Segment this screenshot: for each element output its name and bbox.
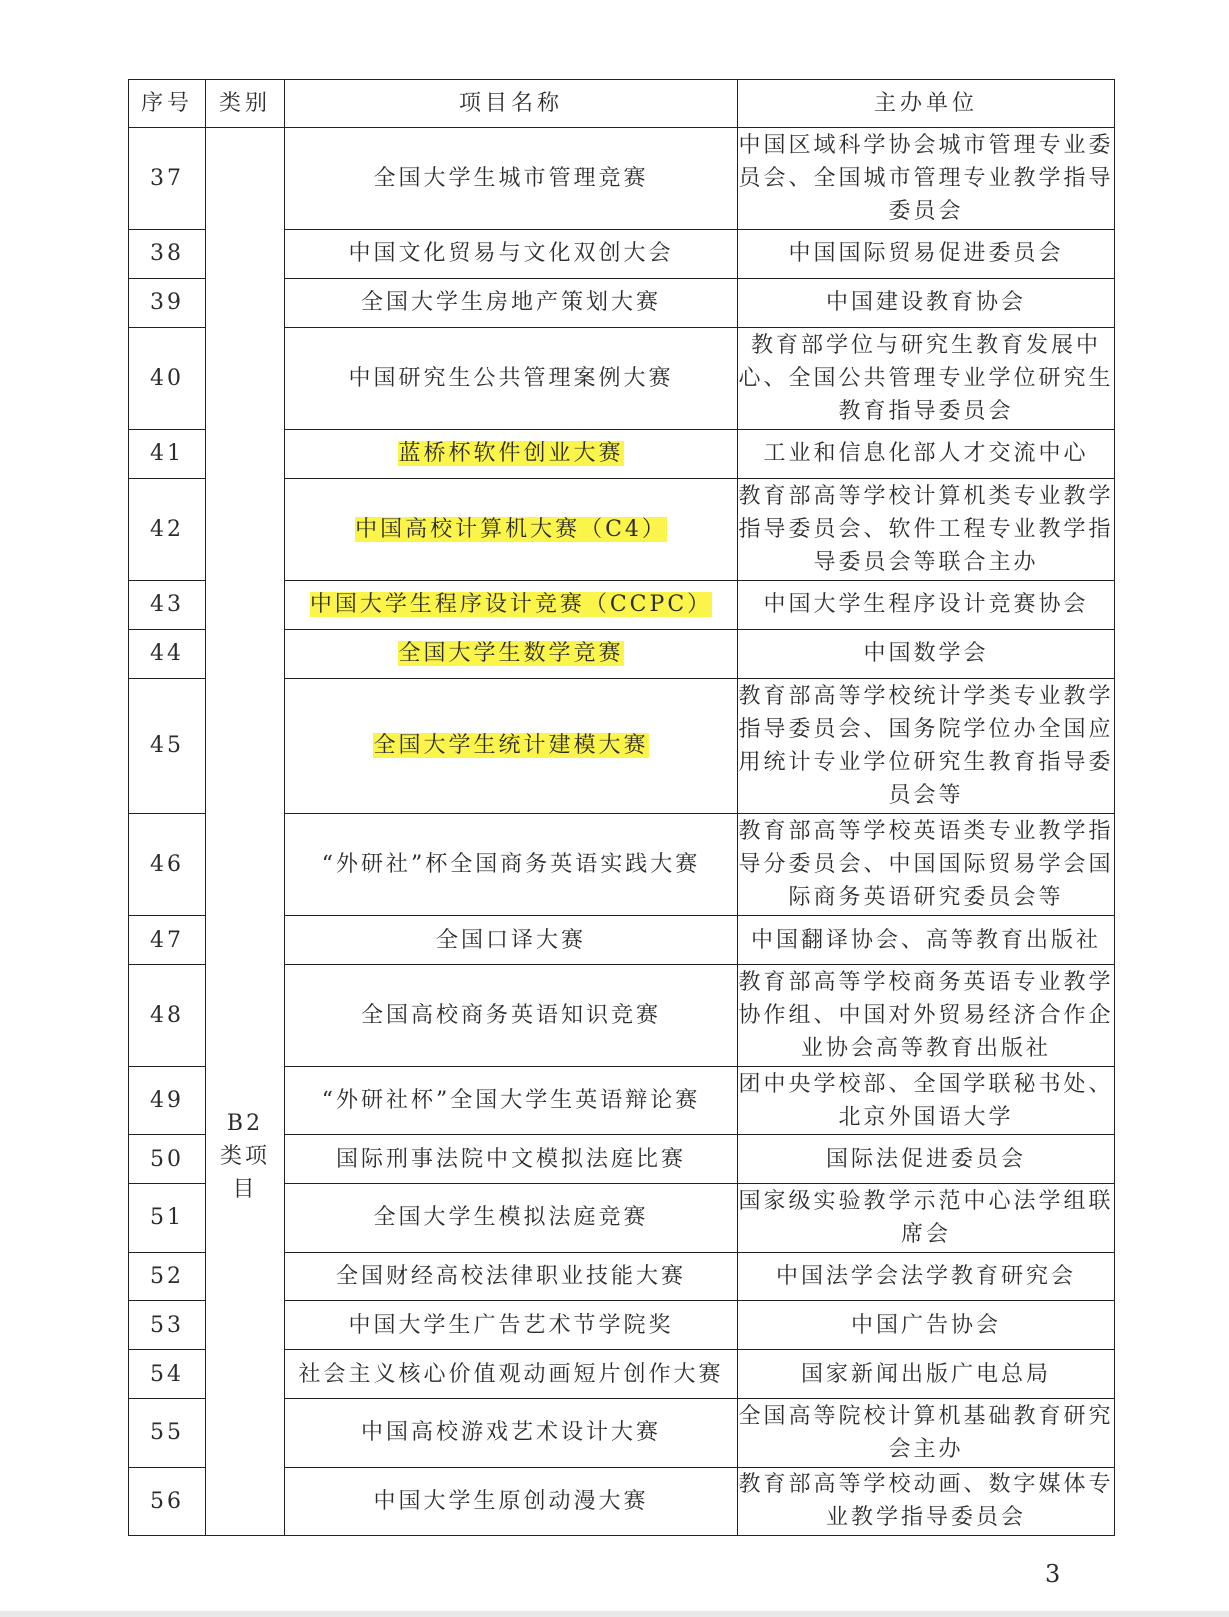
row-organizer-cell: [738, 916, 1115, 965]
header-category: 类别: [206, 80, 285, 128]
row-index: 37: [129, 128, 206, 230]
organizer-name: 教育部高等学校英语类专业教学指导分委员会、中国国际贸易学会国际商务英语研究委员会等: [738, 819, 1114, 911]
row-index: 39: [129, 278, 206, 327]
row-project-name-cell: [285, 1252, 738, 1301]
row-organizer-cell: [738, 478, 1115, 580]
row-organizer-cell: [738, 229, 1115, 278]
row-index: 44: [129, 629, 206, 678]
row-project-name-cell: [285, 229, 738, 278]
row-project-name-cell: [285, 1184, 738, 1252]
page-bottom-edge: [0, 1611, 1229, 1617]
row-index: 53: [129, 1301, 206, 1350]
row-index: 49: [129, 1066, 206, 1134]
row-project-name-cell: [285, 965, 738, 1067]
row-index: 55: [129, 1399, 206, 1467]
row-index: 48: [129, 965, 206, 1067]
project-name: 中国文化贸易与文化双创大会: [348, 241, 674, 267]
row-index: 46: [129, 814, 206, 916]
row-project-name-cell: [285, 278, 738, 327]
category-label: B2 类项目: [219, 1111, 270, 1202]
organizer-name: 中国广告协会: [850, 1312, 1001, 1338]
project-name: 全国财经高校法律职业技能大赛: [335, 1263, 686, 1289]
organizer-name: 中国数学会: [863, 641, 989, 667]
organizer-name: 全国高等院校计算机基础教育研究会主办: [738, 1403, 1114, 1462]
highlighted-project-name: 蓝桥杯软件创业大赛: [398, 441, 624, 467]
row-project-name-cell: [285, 429, 738, 478]
row-project-name-cell: [285, 478, 738, 580]
organizer-name: 中国法学会法学教育研究会: [775, 1263, 1076, 1289]
project-name: 全国高校商务英语知识竞赛: [360, 1003, 661, 1028]
project-name: 社会主义核心价值观动画短片创作大赛: [298, 1361, 724, 1387]
project-name: “外研社杯”全国大学生英语辩论赛: [321, 1088, 701, 1114]
table-header-row: [129, 80, 1115, 128]
row-organizer-cell: [738, 278, 1115, 327]
organizer-name: 中国大学生程序设计竞赛协会: [763, 592, 1089, 618]
row-organizer-cell: [738, 1135, 1115, 1184]
highlighted-project-name: 全国大学生统计建模大赛: [373, 733, 649, 759]
project-name: 全国口译大赛: [435, 927, 586, 953]
row-organizer-cell: [738, 1467, 1115, 1535]
project-name: 中国大学生广告艺术节学院奖: [348, 1312, 674, 1338]
row-project-name-cell: [285, 678, 738, 814]
project-name: 全国大学生房地产策划大赛: [360, 290, 661, 316]
project-name: 中国高校游戏艺术设计大赛: [360, 1420, 661, 1446]
row-project-name-cell: [285, 1135, 738, 1184]
project-name: 全国大学生城市管理竞赛: [373, 165, 649, 191]
table-body: [129, 128, 1115, 1536]
page-number: 3: [1045, 1560, 1061, 1588]
organizer-name: 国际法促进委员会: [825, 1146, 1026, 1172]
row-organizer-cell: [738, 327, 1115, 429]
row-project-name-cell: [285, 128, 738, 230]
organizer-name: 团中央学校部、全国学联秘书处、北京外国语大学: [738, 1071, 1114, 1130]
project-name: 全国大学生模拟法庭竞赛: [373, 1205, 649, 1231]
row-index: 45: [129, 678, 206, 814]
row-project-name-cell: [285, 327, 738, 429]
row-organizer-cell: [738, 128, 1115, 230]
category-cell: [206, 128, 285, 1536]
row-project-name-cell: [285, 916, 738, 965]
row-index: 43: [129, 580, 206, 629]
row-index: 41: [129, 429, 206, 478]
row-organizer-cell: [738, 814, 1115, 916]
row-project-name-cell: [285, 629, 738, 678]
organizer-name: 教育部高等学校统计学类专业教学指导委员会、国务院学位办全国应用统计专业学位研究生教育指导委员会等: [738, 683, 1114, 808]
row-organizer-cell: [738, 1066, 1115, 1134]
row-organizer-cell: [738, 580, 1115, 629]
row-project-name-cell: [285, 1399, 738, 1467]
organizer-name: 中国国际贸易促进委员会: [788, 241, 1064, 267]
organizer-name: 中国区域科学协会城市管理专业委员会、全国城市管理专业教学指导委员会: [738, 132, 1114, 224]
organizer-name: 中国建设教育协会: [825, 290, 1026, 316]
row-index: 54: [129, 1350, 206, 1399]
row-organizer-cell: [738, 1301, 1115, 1350]
row-organizer-cell: [738, 429, 1115, 478]
row-index: 47: [129, 916, 206, 965]
header-index: 序号: [129, 80, 206, 128]
organizer-name: 教育部高等学校计算机类专业教学指导委员会、软件工程专业教学指导委员会等联合主办: [738, 483, 1114, 575]
row-organizer-cell: [738, 965, 1115, 1067]
row-index: 52: [129, 1252, 206, 1301]
row-index: 40: [129, 327, 206, 429]
highlighted-project-name: 中国高校计算机大赛（C4）: [355, 516, 667, 542]
organizer-name: 工业和信息化部人才交流中心: [763, 441, 1089, 467]
project-name: “外研社”杯全国商务英语实践大赛: [321, 852, 701, 878]
row-project-name-cell: [285, 580, 738, 629]
row-project-name-cell: [285, 1066, 738, 1134]
header-name: 项目名称: [285, 80, 738, 128]
row-organizer-cell: [738, 1399, 1115, 1467]
organizer-name: 教育部高等学校商务英语专业教学协作组、中国对外贸易经济合作企业协会高等教育出版社: [738, 970, 1114, 1061]
row-index: 42: [129, 478, 206, 580]
row-organizer-cell: [738, 629, 1115, 678]
organizer-name: 中国翻译协会、高等教育出版社: [750, 927, 1101, 953]
project-name: 中国大学生原创动漫大赛: [373, 1488, 649, 1514]
row-organizer-cell: [738, 678, 1115, 814]
organizer-name: 国家新闻出版广电总局: [800, 1361, 1051, 1387]
row-organizer-cell: [738, 1184, 1115, 1252]
organizer-name: 教育部高等学校动画、数字媒体专业教学指导委员会: [738, 1472, 1114, 1531]
highlighted-project-name: 全国大学生数学竞赛: [398, 641, 624, 667]
row-index: 38: [129, 229, 206, 278]
row-index: 56: [129, 1467, 206, 1535]
row-organizer-cell: [738, 1350, 1115, 1399]
row-organizer-cell: [738, 1252, 1115, 1301]
row-project-name-cell: [285, 1350, 738, 1399]
row-project-name-cell: [285, 814, 738, 916]
organizer-name: 国家级实验教学示范中心法学组联席会: [738, 1188, 1114, 1247]
project-name: 中国研究生公共管理案例大赛: [348, 365, 674, 391]
highlighted-project-name: 中国大学生程序设计竞赛（CCPC）: [309, 592, 713, 618]
row-project-name-cell: [285, 1467, 738, 1535]
competition-table: [128, 79, 1115, 1536]
row-index: 51: [129, 1184, 206, 1252]
header-organizer: 主办单位: [738, 80, 1115, 128]
table-row: [129, 128, 1115, 230]
row-index: 50: [129, 1135, 206, 1184]
row-project-name-cell: [285, 1301, 738, 1350]
organizer-name: 教育部学位与研究生教育发展中心、全国公共管理专业学位研究生教育指导委员会: [738, 332, 1114, 424]
project-name: 国际刑事法院中文模拟法庭比赛: [335, 1146, 686, 1172]
